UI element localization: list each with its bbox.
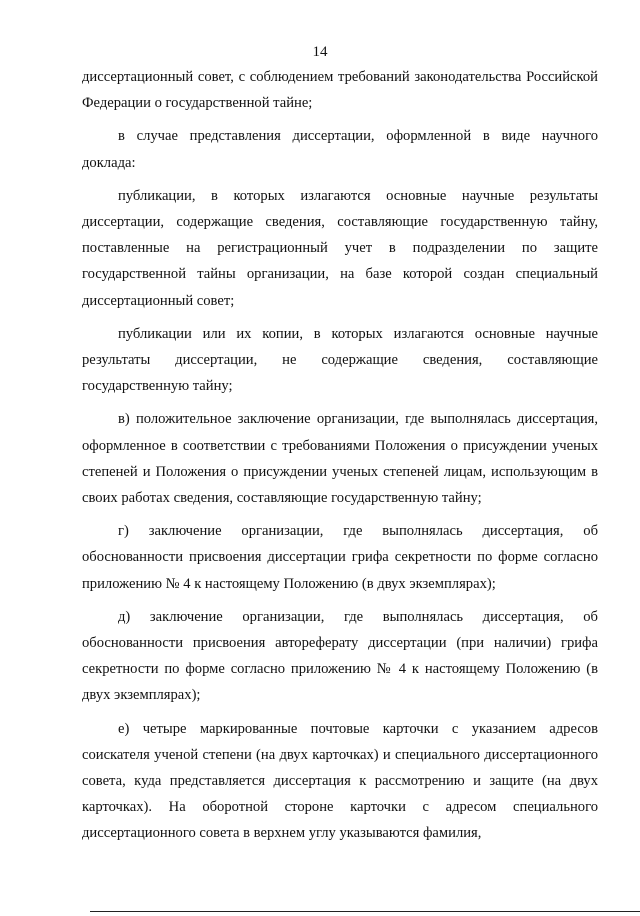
paragraph-4: публикации или их копии, в которых излагаются основные научные результаты диссертации, не содержащие сведения, составляющие государственную тайну; (82, 325, 598, 395)
page-edge-divider (90, 911, 640, 912)
paragraph-2: в случае представления диссертации, оформленной в виде научного доклада: (82, 128, 598, 171)
paragraph-6: г) заключение организации, где выполнялась диссертация, об обоснованности присвоения диссертации грифа секретности по форме согласно приложению № 4 к настоящему Положению (в двух экземплярах); (82, 523, 598, 592)
paragraph-8: е) четыре маркированные почтовые карточки с указанием адресов соискателя ученой степени (на двух карточках) и специального диссертационного совета, куда представляется диссертация к рассмотрению и защите (на двух карточках). На оборотной стороне карточки с адресом специального диссертационного совета в верхнем углу указываются фамилия, (82, 720, 598, 842)
document-body (82, 64, 598, 854)
page-number: 14 (312, 44, 328, 60)
paragraph-7: д) заключение организации, где выполнялась диссертация, об обоснованности присвоения автореферату диссертации (при наличии) грифа секретности по форме согласно приложению № 4 к настоящему Положению (в двух экземплярах); (82, 608, 598, 704)
paragraph-5: в) положительное заключение организации, где выполнялась диссертация, оформленное в соответствии с требованиями Положения о присуждении ученых степеней и Положения о присуждении ученых степеней лицам, использующим в своих работах сведения, составляющие государственную тайну; (82, 411, 598, 507)
paragraph-1: диссертационный совет, с соблюдением требований законодательства Российской Федерации о государственной тайне; (82, 69, 598, 112)
paragraph-3: публикации, в которых излагаются основные научные результаты диссертации, содержащие сведения, составляющие государственную тайну, поставленные на регистрационный учет в подразделении по защите государственной тайны организации, на базе которой создан специальный диссертационный совет; (82, 187, 598, 309)
